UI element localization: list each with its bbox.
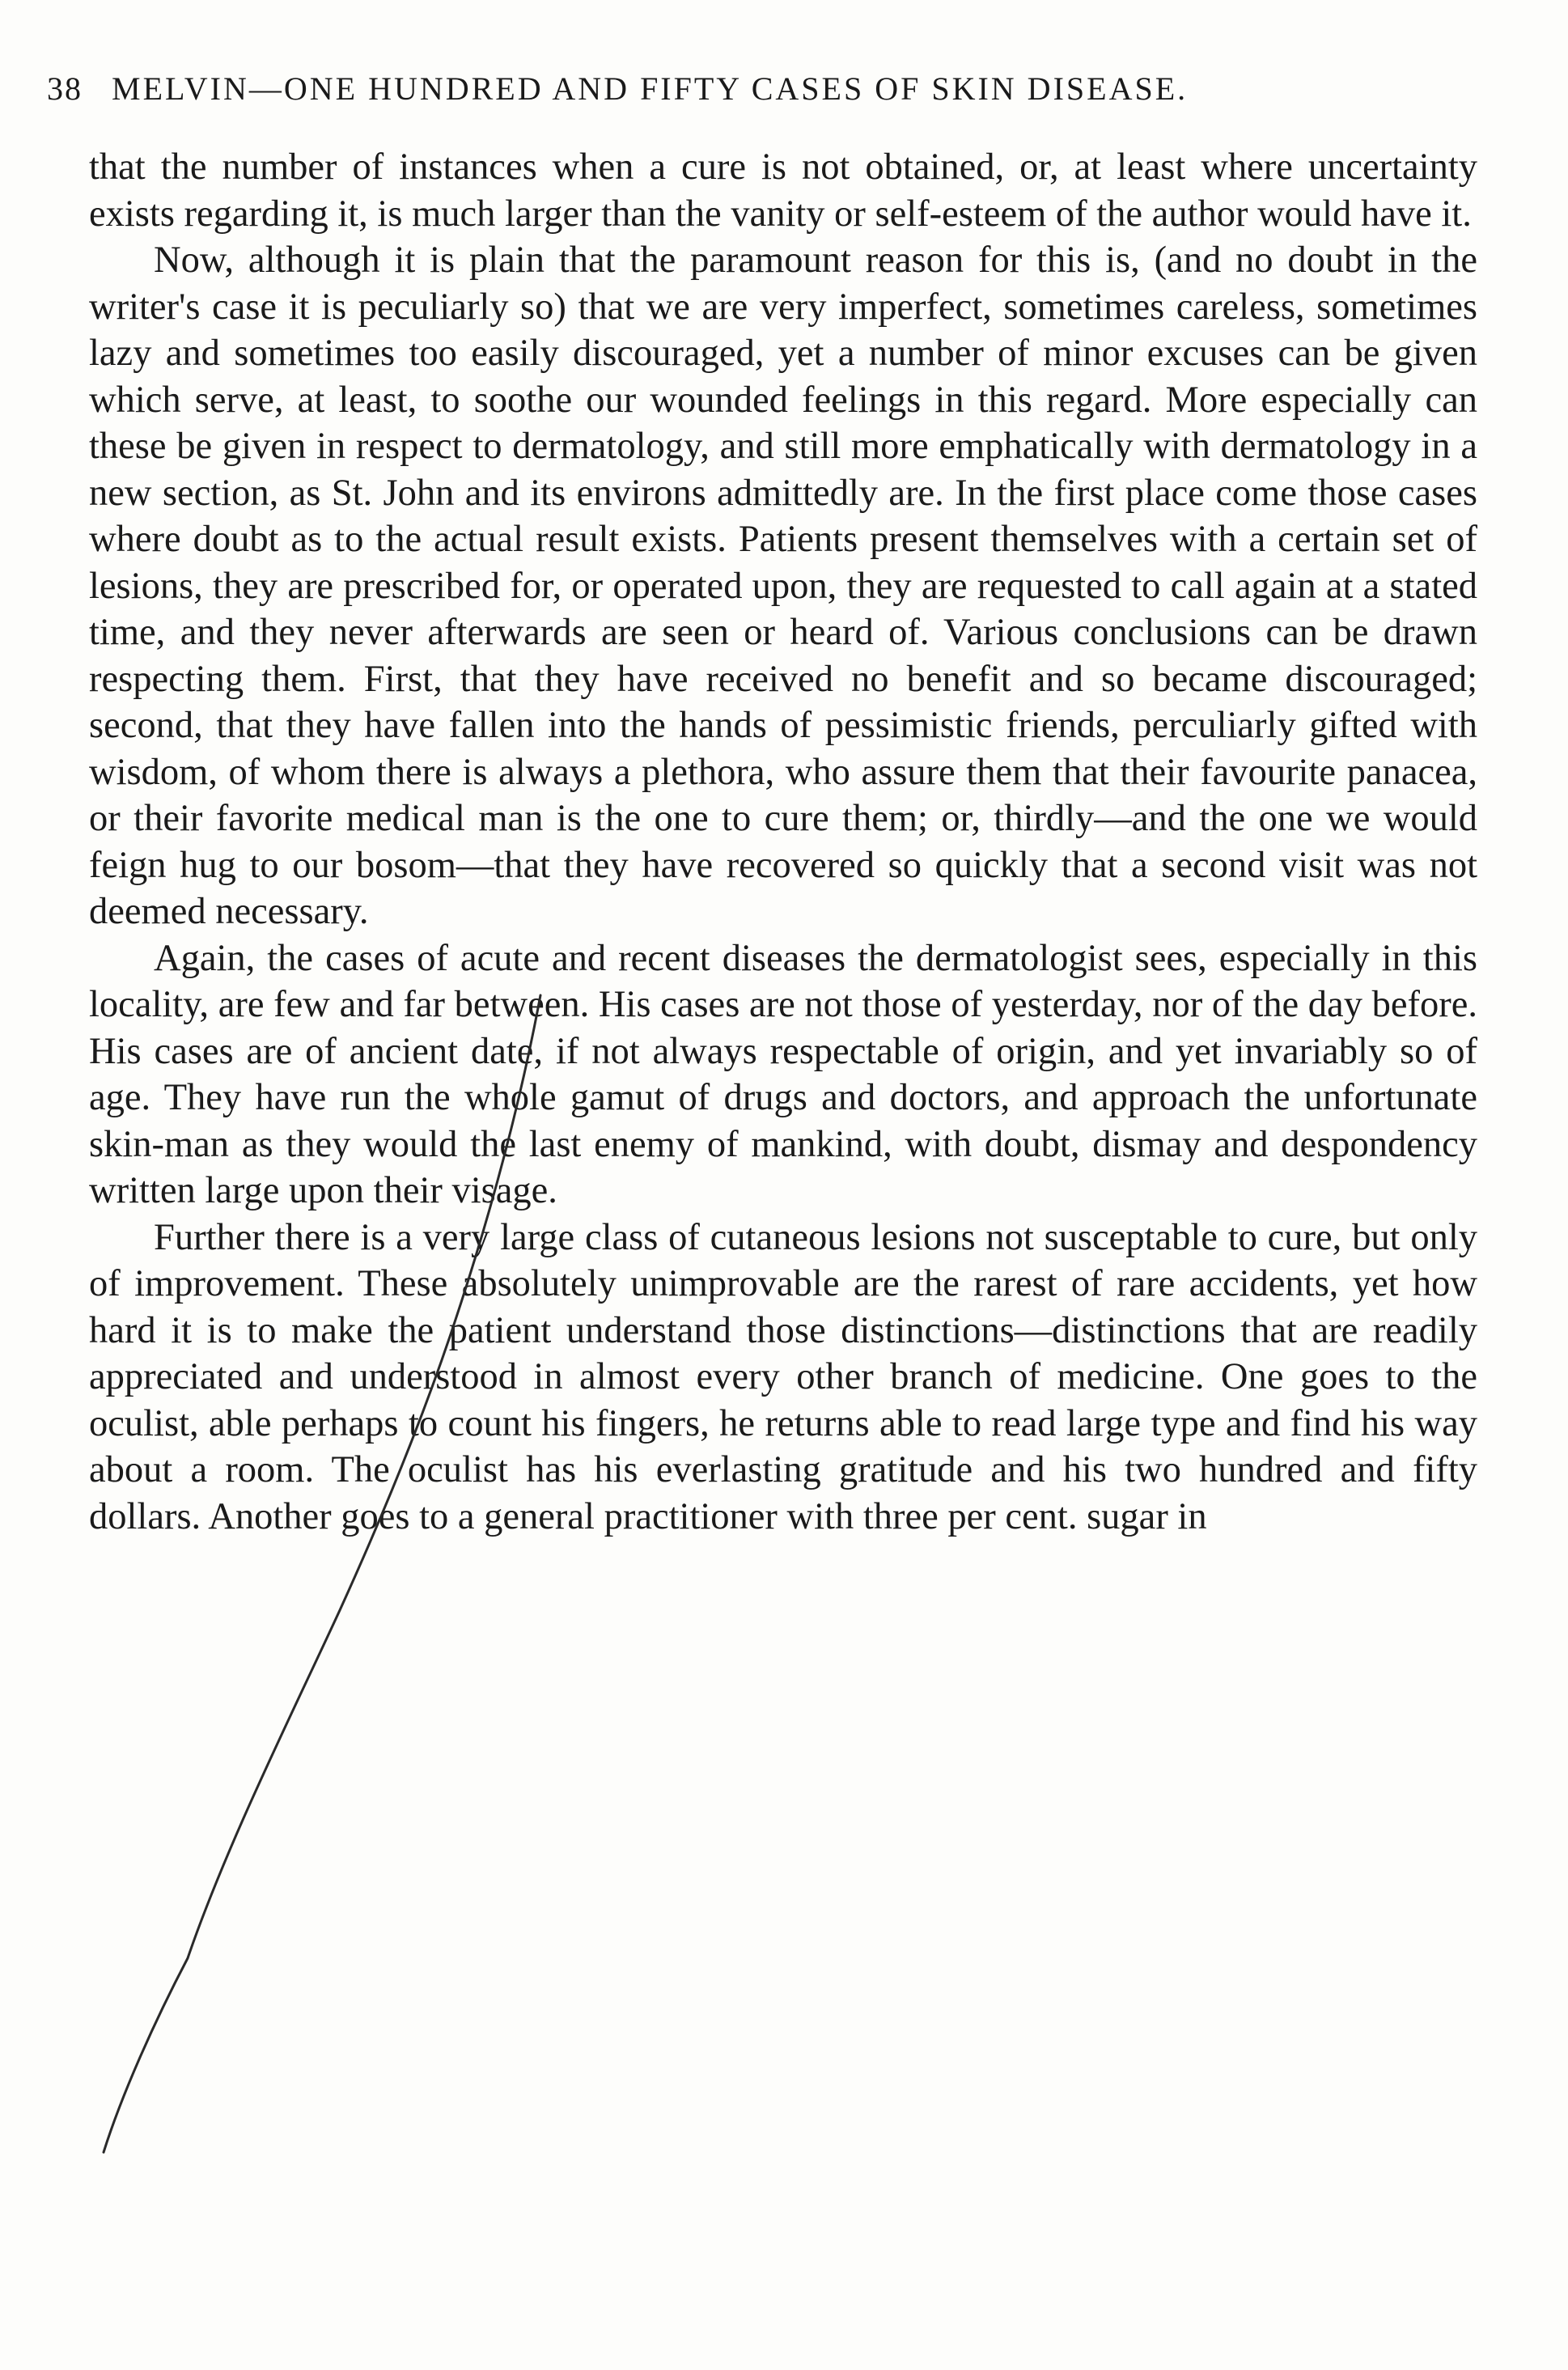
paragraph-2: Now, although it is plain that the paramount reason for this is, (and no doubt in the writer's case it is peculiarly so) that we are very imperfect, sometimes careless, sometimes lazy and sometimes too easily discouraged, yet a number of minor excuses can be given which serve, at least, to soothe our wounded feelings in this regard. More especially can these be given in respect to dermatology, and still more emphatically with dermatology in a new section, as St. John and its environs admittedly are. In the first place come those cases where doubt as to the actual result exists. Patients present themselves with a certain set of lesions, they are prescribed for, or operated upon, they are requested to call again at a stated time, and they never afterwards are seen or heard of. Various conclusions can be drawn respecting them. First, that they have received no benefit and so became discouraged; second, that they have fallen into the hands of pessimistic friends, perculiarly gifted with wisdom, of whom there is always a plethora, who assure them that their favourite panacea, or their favorite medical man is the one to cure them; or, thirdly—and the one we would feign hug to our bosom—that they have recovered so quickly that a second visit was not deemed necessary. [89,240,1477,932]
running-title: MELVIN—ONE HUNDRED AND FIFTY CASES OF SKIN DISEASE. [112,70,1189,107]
paragraph-4: Further there is a very large class of cutaneous lesions not susceptable to cure, but only of improvement. These absolutely unimprovable are the rarest of rare accidents, yet how hard it is to make the patient understand those distinctions—distinctions that are readily appreciated and understood in almost every other branch of medicine. One goes to the oculist, able perhaps to count his fingers, he returns able to read large type and find his way about a room. The oculist has his everlasting gratitude and his two hundred and fifty dollars. Another goes to a general practitioner with three per cent. sugar in [89,1216,1477,1537]
running-head [47,70,1471,118]
page-number: 38 [47,70,83,107]
paragraph-3: Again, the cases of acute and recent diseases the dermatologist sees, especially in this locality, are few and far between. His cases are not those of yesterday, nor of the day before. His cases are of ancient date, if not always respectable of origin, and yet invariably so of age. They have run the whole gamut of drugs and doctors, and approach the unfortunate skin-man as they would the last enemy of mankind, with doubt, dismay and despondency written large upon their visage. [89,937,1477,1211]
paragraph-1: that the number of instances when a cure is not obtained, or, at least where uncertainty exists regarding it, is much larger than the vanity or self-esteem of the author would have it. [89,146,1477,235]
body-text [89,144,1477,1540]
